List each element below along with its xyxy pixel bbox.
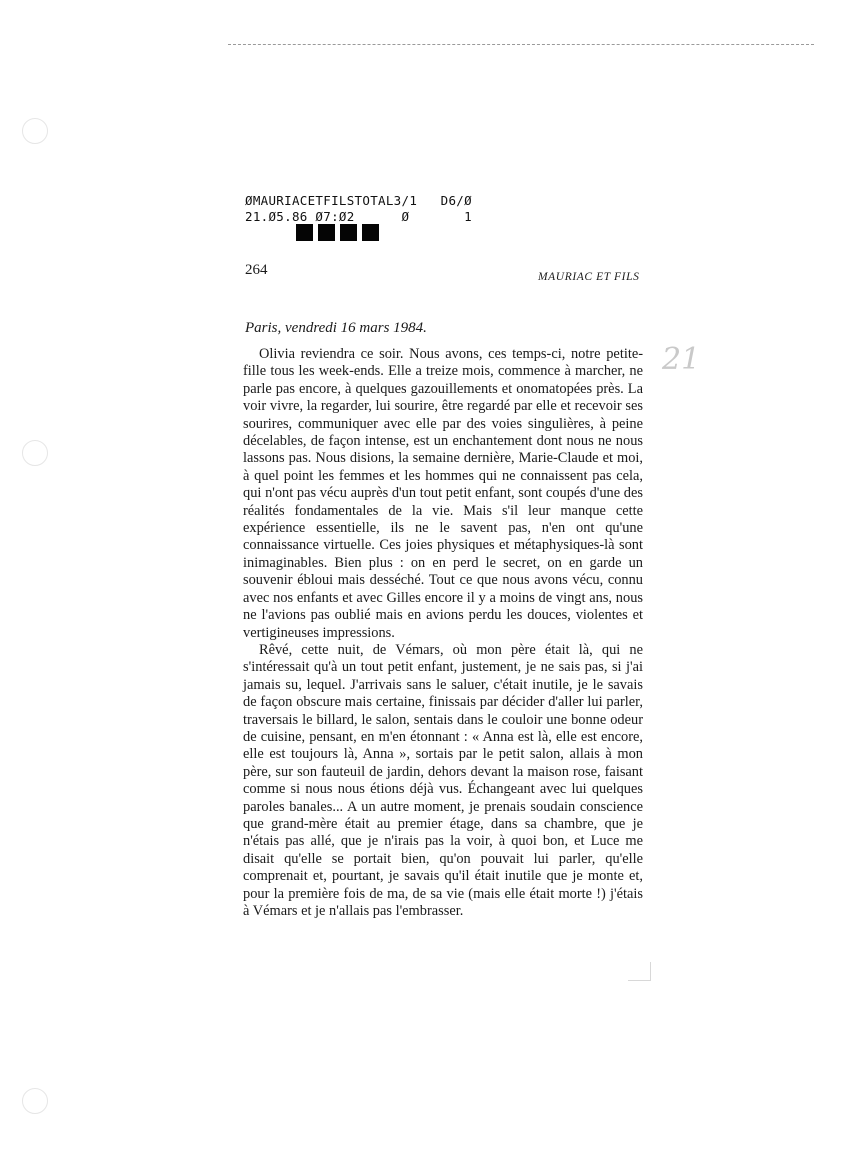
punch-hole <box>22 118 48 144</box>
corner-crop-mark <box>628 962 651 981</box>
redaction-block <box>318 224 335 241</box>
punch-hole <box>22 440 48 466</box>
diary-entry-body <box>243 346 643 920</box>
paragraph: Olivia reviendra ce soir. Nous avons, ces temps-ci, notre petite-fille tous les week-ends. Elle a treize mois, commence à marcher, ne parle pas encore, à quelques gazouillements et onomatopées près. La voir vivre, la regarder, lui sourire, être regardé par elle et recevoir ses sourires, communiquer avec elle par des voies singulières, à peine décelables, de façon intense, est un enchantement dont nous ne nous lassons pas. Nous disions, la semaine dernière, Marie-Claude et moi, à quel point les femmes et les hommes qui ne connaissent pas cela, qui n'ont pas vécu auprès d'un tout petit enfant, sont coupés d'une des réalités fondamentales de la vie. Mais s'il leur manque cette expérience essentielle, ils ne le savent pas, n'en ont qu'une connaissance virtuelle. Ces joies physiques et métaphysiques-là sont inimaginables. Bien plus : on en perd le secret, on en garde un souvenir ébloui mais desséché. Tout ce que nous avons vécu, connu avec nos enfants et avec Gilles encore il y a moins de vingt ans, nous ne l'avions pas oublié mais en avions perdu les douces, violentes et vertigineuses impressions. <box>243 346 643 641</box>
paragraph: Rêvé, cette nuit, de Vémars, où mon père était là, qui ne s'intéressait qu'à un tout petit enfant, justement, je ne sais pas, si j'ai jamais su, lequel. J'arrivais sans le saluer, c'était inutile, je le savais de façon obscure mais certaine, finissais par décider d'aller lui parler, traversais le billard, le salon, sentais dans le couloir une bonne odeur de cuisine, pensant, en m'en étonnant : « Anna est là, elle est encore, elle est toujours là, Anna », sortais par le petit salon, allais à mon père, sur son fauteuil de jardin, dehors devant la maison rose, faisant comme si nous nous étions déjà vus. Échangeant avec lui quelques paroles banales... A un autre moment, je prenais soudain conscience que grand-mère était au premier étage, dans sa chambre, que je n'étais pas allé, que je n'irais pas la voir, à quoi bon, et Luce me disait qu'elle se portait bien, qu'on pouvait lui parler, qu'elle comprenait et, pourtant, je savais qu'il était inutile que je monte et, pour la première fois de ma, de sa vie (mais elle était morte !) j'étais à Vémars et je n'allais pas l'embrasser. <box>243 641 643 919</box>
punch-hole <box>22 1088 48 1114</box>
typesetting-code-line-2: 21.Ø5.86 Ø7:Ø2 Ø 1 <box>245 209 472 224</box>
redaction-block <box>362 224 379 241</box>
entry-dateline: Paris, vendredi 16 mars 1984. <box>245 320 427 336</box>
running-title: MAURIAC ET FILS <box>538 271 640 283</box>
redaction-block <box>296 224 313 241</box>
typesetting-code-line-1: ØMAURIACETFILSTOTAL3/1 D6/Ø <box>245 193 472 208</box>
page-number: 264 <box>245 262 268 278</box>
redaction-blocks <box>296 224 379 241</box>
top-rule-line <box>228 44 814 45</box>
redaction-block <box>340 224 357 241</box>
handwritten-margin-mark: 21 <box>662 342 701 377</box>
